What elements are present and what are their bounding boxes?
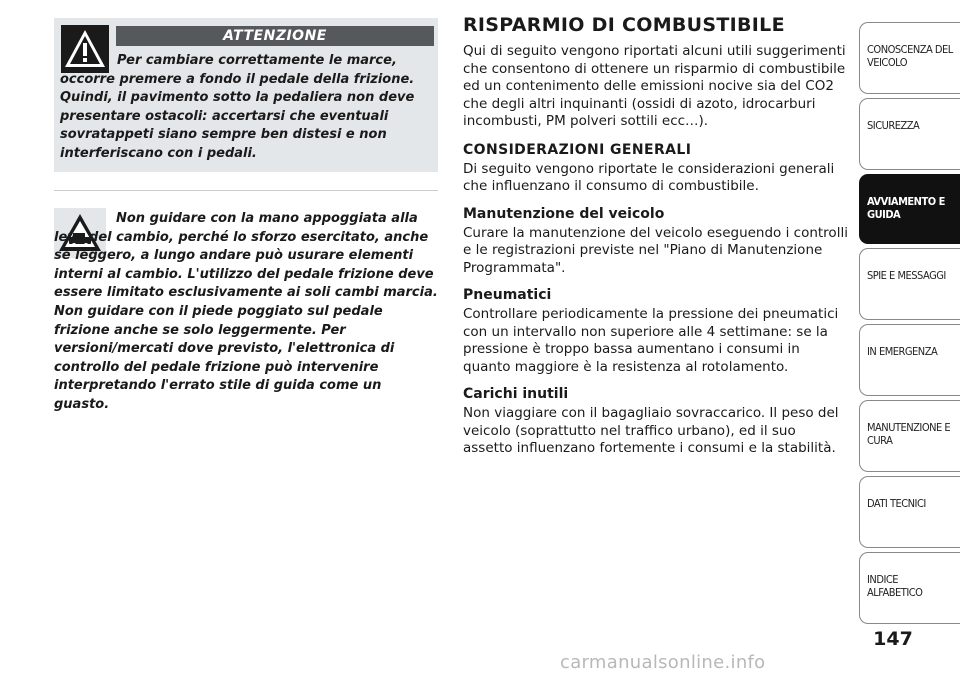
warning-box (54, 18, 438, 172)
subsection-paragraph: Non viaggiare con il bagagliaio sovraccarico. Il peso del veicolo (soprattutto nel traffico urbano), ed il suo assetto influenzano fortemente i consumi e la stabilità. (463, 405, 839, 456)
section-title: CONSIDERAZIONI GENERALI (463, 141, 692, 158)
tab-dati-tecnici[interactable]: DATI TECNICI (859, 476, 960, 548)
subsection-title: Carichi inutili (463, 386, 569, 402)
warning-text: Per cambiare correttamente le marce, occorre premere a fondo il pedale della frizione. Quindi, il pavimento sotto la pedaliera non deve presentare ostacoli: accertarsi che eventuali sovratappeti siano sempre ben distesi e non interferiscano con i pedali. (60, 53, 415, 161)
caution-text: Non guidare con la mano appoggiata alla leva del cambio, perché lo sforzo esercitato, anche se leggero, a lungo andare può usurare elementi interni al cambio. L'utilizzo del pedale frizione deve essere limitato esclusivamente ai soli cambi marcia. Non guidare con il piede poggiato sul pedale frizione anche se solo leggermente. Per versioni/mercati dove previsto, l'elettronica di controllo del pedale frizione può intervenire interpretando l'errato stile di guida come un guasto. (54, 211, 438, 412)
tab-avviamento-e-guida[interactable]: AVVIAMENTO E GUIDA (859, 174, 960, 244)
subsection-title: Pneumatici (463, 287, 552, 303)
page-title: RISPARMIO DI COMBUSTIBILE (463, 14, 785, 36)
tab-spie-e-messaggi[interactable]: SPIE E MESSAGGI (859, 248, 960, 320)
tab-sicurezza[interactable]: SICUREZZA (859, 98, 960, 170)
subsection-title: Manutenzione del veicolo (463, 205, 665, 222)
subsection-paragraph: Controllare periodicamente la pressione dei pneumatici con un intervallo non superiore alle 4 settimane: se la pressione è troppo bassa aumentano i consumi in quanto maggiore è la resistenza al rotolamento. (463, 306, 839, 375)
divider (54, 190, 438, 191)
tab-in-emergenza[interactable]: IN EMERGENZA (859, 324, 960, 396)
tab-indice-alfabetico[interactable]: INDICE ALFABETICO (859, 552, 960, 624)
main-content (463, 14, 848, 458)
subsection-paragraph: Curare la manutenzione del veicolo eseguendo i controlli e le registrazioni previste nel "Piano di Manutenzione Programmata". (463, 224, 848, 276)
chapter-tabs (859, 22, 960, 628)
tab-conoscenza-del-veicolo[interactable]: CONOSCENZA DEL VEICOLO (859, 22, 960, 94)
watermark: carmanualsonline.info (560, 652, 766, 673)
section-paragraph: Di seguito vengono riportate le considerazioni generali che influenzano il consumo di combustibile. (463, 160, 835, 194)
intro-paragraph: Qui di seguito vengono riportati alcuni utili suggerimenti che consentono di ottenere un risparmio di combustibile ed un contenimento delle emissioni nocive sia del CO2 che degli altri inquinanti (ossidi di azoto, idrocarburi incombusti, PM polveri sottili ecc…). (463, 43, 846, 129)
warning-header: ATTENZIONE (116, 26, 434, 46)
tab-manutenzione-e-cura[interactable]: MANUTENZIONE E CURA (859, 400, 960, 472)
page-number: 147 (873, 628, 913, 650)
